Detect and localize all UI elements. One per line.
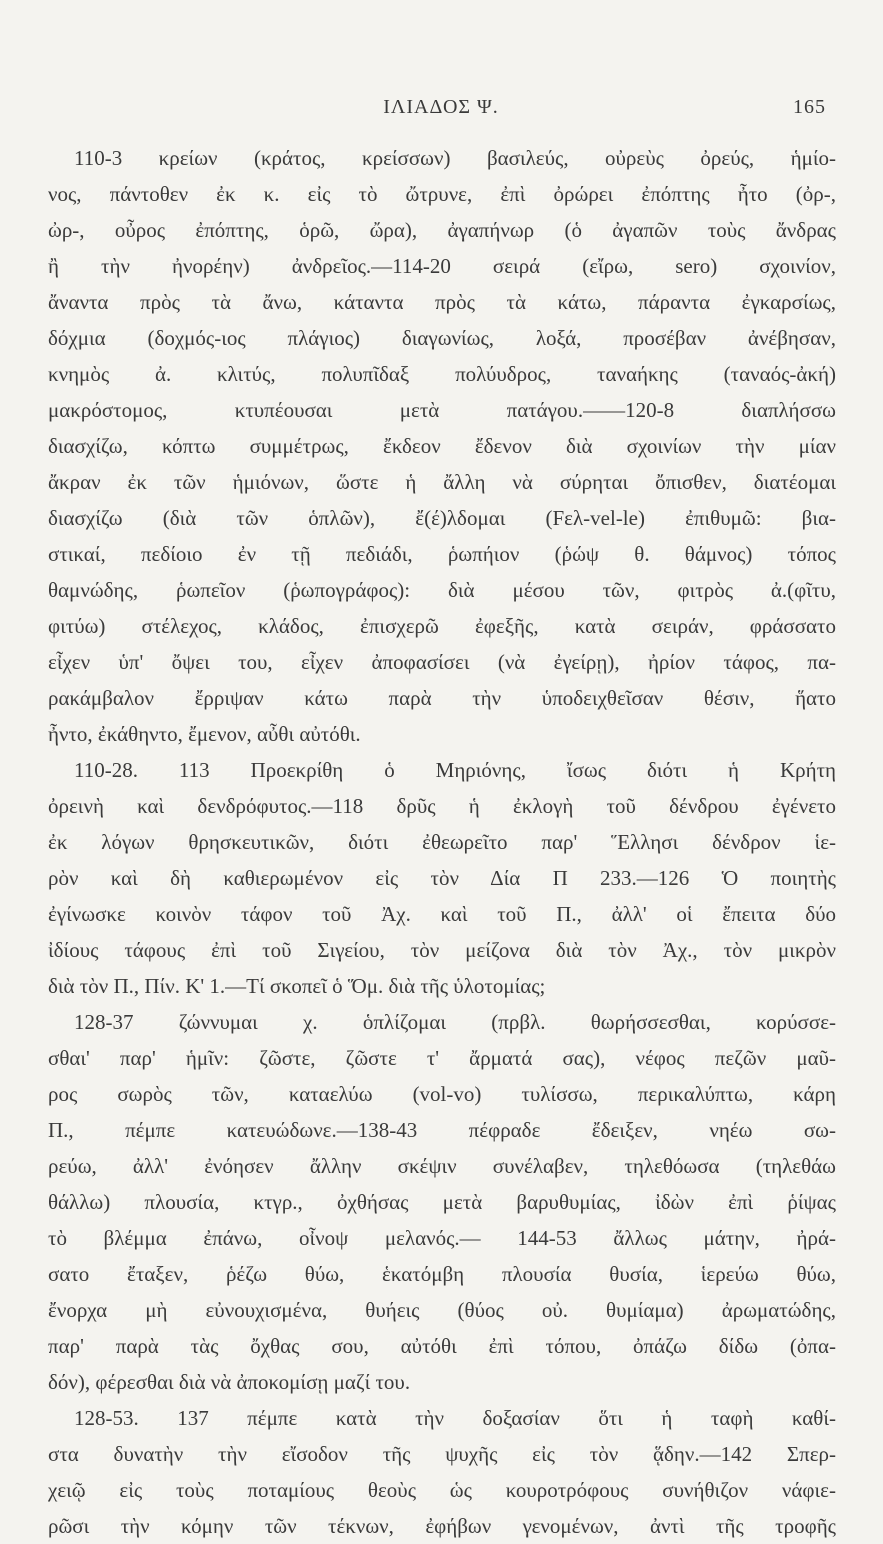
text-line: κνημὸς ἀ. κλιτύς, πολυπῖδαξ πολύυδρος, ταναήκης (ταναός-ἀκή) — [48, 362, 836, 386]
text-line: θαμνώδης, ῥωπεῖον (ῥωπογράφος): διὰ μέσου τῶν, φιτρὸς ἀ.(φῖτυ, — [48, 578, 836, 602]
text-line: δόν), φέρεσθαι διὰ νὰ ἀποκομίσῃ μαζί του. — [48, 1370, 411, 1394]
text-line: μακρόστομος, κτυπέουσαι μετὰ πατάγου.——120-8 διαπλήσσω — [48, 398, 836, 422]
page-number: 165 — [793, 96, 826, 118]
running-header — [56, 96, 826, 128]
text-line: ἐκ λόγων θρησκευτικῶν, διότι ἐθεωρεῖτο παρ' Ἕλλησι δένδρον ἱε- — [48, 830, 836, 854]
text-line: ρος σωρὸς τῶν, καταελύω (vol-vo) τυλίσσω, περικαλύπτω, κάρη — [48, 1082, 836, 1106]
text-line: ἦντο, ἐκάθηντο, ἔμενον, αὖθι αὐτόθι. — [48, 722, 361, 746]
running-title: ΙΛΙΑΔΟΣ Ψ. — [383, 96, 499, 118]
text-line: παρ' παρὰ τὰς ὄχθας σου, αὐτόθι ἐπὶ τόπου, ὀπάζω δίδω (ὀπα- — [48, 1334, 836, 1358]
text-line: ὠρ-, οὖρος ἐπόπτης, ὁρῶ, ὤρα), ἀγαπήνωρ (ὁ ἀγαπῶν τοὺς ἄνδρας — [48, 218, 836, 242]
commentary-text — [48, 140, 836, 1544]
text-line: Π., πέμπε κατευώδωνε.—138-43 πέφραδε ἔδειξεν, νηέω σω- — [48, 1118, 836, 1142]
text-line: εἶχεν ὑπ' ὄψει του, εἶχεν ἀποφασίσει (νὰ ἐγείρῃ), ἠρίον τάφος, πα- — [48, 650, 836, 674]
text-line: θάλλω) πλουσία, κτγρ., ὀχθήσας μετὰ βαρυθυμίας, ἰδὼν ἐπὶ ῥίψας — [48, 1190, 836, 1214]
text-line: 128-53. 137 πέμπε κατὰ τὴν δοξασίαν ὅτι ἡ ταφὴ καθί- — [74, 1406, 836, 1430]
text-line: στα δυνατὴν τὴν εἴσοδον τῆς ψυχῆς εἰς τὸν ᾅδην.—142 Σπερ- — [48, 1442, 836, 1466]
text-line: 128-37 ζώννυμαι χ. ὁπλίζομαι (πρβλ. θωρήσσεσθαι, κορύσσε- — [74, 1010, 836, 1034]
text-line: νος, πάντοθεν ἐκ κ. εἰς τὸ ὤτρυνε, ἐπὶ ὀρώρει ἐπόπτης ἦτο (ὀρ-, — [48, 182, 836, 206]
text-line: δόχμια (δοχμός-ιος πλάγιος) διαγωνίως, λοξά, προσέβαν ἀνέβησαν, — [48, 326, 836, 350]
text-line: ρῶσι τὴν κόμην τῶν τέκνων, ἐφήβων γενομένων, ἀντὶ τῆς τροφῆς — [48, 1514, 836, 1538]
text-line: ἰδίους τάφους ἐπὶ τοῦ Σιγείου, τὸν μείζονα διὰ τὸν Ἀχ., τὸν μικρὸν — [48, 938, 836, 962]
text-line: ρὸν καὶ δὴ καθιερωμένον εἰς τὸν Δία Π 233.—126 Ὁ ποιητὴς — [48, 866, 836, 890]
text-line: τὸ βλέμμα ἐπάνω, οἶνοψ μελανός.— 144-53 ἄλλως μάτην, ἠρά- — [48, 1226, 836, 1250]
text-line: χειῷ εἰς τοὺς ποταμίους θεοὺς ὡς κουροτρόφους συνήθιζον νάφιε- — [48, 1478, 836, 1502]
text-line: στικαί, πεδίοιο ἐν τῇ πεδιάδι, ῥωπήιον (ῥώψ θ. θάμνος) τόπος — [48, 542, 836, 566]
text-line: διασχίζω (διὰ τῶν ὁπλῶν), ἔ(έ)λδομαι (Fελ-vel-le) ἐπιθυμῶ: βια- — [48, 506, 836, 530]
text-line: ρακάμβαλον ἔρριψαν κάτω παρὰ τὴν ὑποδειχθεῖσαν θέσιν, ἥατο — [48, 686, 836, 710]
text-line: φιτύω) στέλεχος, κλάδος, ἐπισχερῶ ἐφεξῆς, κατὰ σειράν, φράσσατο — [48, 614, 836, 638]
text-line: ἢ τὴν ἠνορέην) ἀνδρεῖος.—114-20 σειρά (εἴρω, sero) σχοινίον, — [48, 254, 836, 278]
text-line: ὀρεινὴ καὶ δενδρόφυτος.—118 δρῦς ἡ ἐκλογὴ τοῦ δένδρου ἐγένετο — [48, 794, 836, 818]
text-line: σθαι' παρ' ἡμῖν: ζῶστε, ζῶστε τ' ἄρματά σας), νέφος πεζῶν μαῦ- — [48, 1046, 836, 1070]
text-line: ἐγίνωσκε κοινὸν τάφον τοῦ Ἀχ. καὶ τοῦ Π., ἀλλ' οἱ ἔπειτα δύο — [48, 902, 836, 926]
text-line: ἔνορχα μὴ εὐνουχισμένα, θυήεις (θύος οὐ. θυμίαμα) ἀρωματώδης, — [48, 1298, 836, 1322]
text-line: ἄναντα πρὸς τὰ ἄνω, κάταντα πρὸς τὰ κάτω, πάραντα ἐγκαρσίως, — [48, 290, 836, 314]
text-line: διασχίζω, κόπτω συμμέτρως, ἔκδεον ἔδενον διὰ σχοινίων τὴν μίαν — [48, 434, 836, 458]
text-line: διὰ τὸν Π., Πίν. Κ' 1.—Τί σκοπεῖ ὁ Ὅμ. διὰ τῆς ὑλοτομίας; — [48, 974, 546, 998]
text-line: σατο ἔταξεν, ῥέζω θύω, ἑκατόμβη πλουσία θυσία, ἱερεύω θύω, — [48, 1262, 836, 1286]
text-line: 110-3 κρείων (κράτος, κρείσσων) βασιλεύς, οὐρεὺς ὀρεύς, ἡμίο- — [74, 146, 836, 170]
text-line: ἄκραν ἐκ τῶν ἡμιόνων, ὥστε ἡ ἄλλη νὰ σύρηται ὄπισθεν, διατέομαι — [48, 470, 836, 494]
text-line: 110-28. 113 Προεκρίθη ὁ Μηριόνης, ἴσως διότι ἡ Κρήτη — [74, 758, 836, 782]
text-line: ρεύω, ἀλλ' ἐνόησεν ἄλλην σκέψιν συνέλαβεν, τηλεθόωσα (τηλεθάω — [48, 1154, 836, 1178]
